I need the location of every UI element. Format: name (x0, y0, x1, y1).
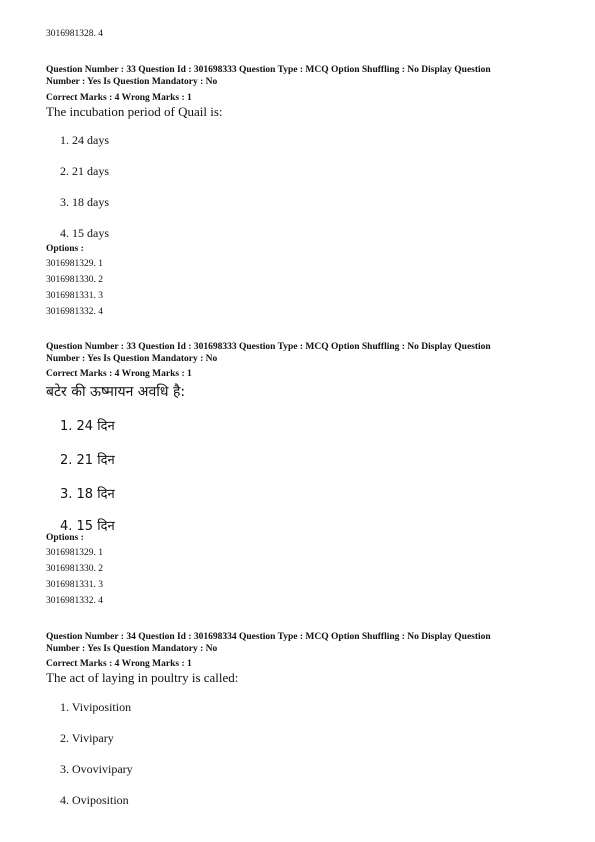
option-id: 3016981332. 4 (46, 307, 103, 317)
question-header-line1: Question Number : 33 Question Id : 301698333 Question Type : MCQ Option Shuffling : No Display Question (46, 65, 491, 75)
option-id: 3016981332. 4 (46, 596, 103, 606)
answer-option: 2. 21 दिन (60, 453, 115, 468)
answer-option: 2. Vivipary (60, 731, 114, 745)
answer-option: 3. 18 दिन (60, 487, 115, 502)
question-marks: Correct Marks : 4 Wrong Marks : 1 (46, 93, 192, 103)
options-label: Options : (46, 244, 84, 254)
answer-option: 4. 15 दिन (60, 519, 115, 534)
option-id: 3016981330. 2 (46, 275, 103, 285)
question-text: The incubation period of Quail is: (46, 104, 223, 119)
answer-option: 3. 18 days (60, 195, 109, 209)
top-option-id: 3016981328. 4 (46, 29, 103, 39)
answer-option: 1. Viviposition (60, 700, 132, 714)
question-header-line2: Number : Yes Is Question Mandatory : No (46, 77, 218, 87)
question-marks: Correct Marks : 4 Wrong Marks : 1 (46, 369, 192, 379)
answer-option: 1. 24 दिन (60, 419, 115, 434)
answer-option: 3. Ovovivipary (60, 762, 133, 776)
answer-option: 2. 21 days (60, 164, 109, 178)
option-id: 3016981330. 2 (46, 564, 103, 574)
answer-option: 4. Oviposition (60, 793, 129, 807)
option-id: 3016981331. 3 (46, 291, 103, 301)
option-id: 3016981329. 1 (46, 548, 103, 558)
question-header-line1: Question Number : 33 Question Id : 301698333 Question Type : MCQ Option Shuffling : No Display Question (46, 342, 491, 352)
options-label: Options : (46, 533, 84, 543)
answer-option: 1. 24 days (60, 133, 109, 147)
option-id: 3016981331. 3 (46, 580, 103, 590)
question-marks: Correct Marks : 4 Wrong Marks : 1 (46, 659, 192, 669)
question-header-line2: Number : Yes Is Question Mandatory : No (46, 644, 218, 654)
question-text: The act of laying in poultry is called: (46, 670, 239, 685)
question-header-line2: Number : Yes Is Question Mandatory : No (46, 354, 218, 364)
answer-option: 4. 15 days (60, 226, 109, 240)
option-id: 3016981329. 1 (46, 259, 103, 269)
question-header-line1: Question Number : 34 Question Id : 301698334 Question Type : MCQ Option Shuffling : No Display Question (46, 632, 491, 642)
question-text: बटेर की ऊष्मायन अवधि है: (46, 384, 186, 400)
